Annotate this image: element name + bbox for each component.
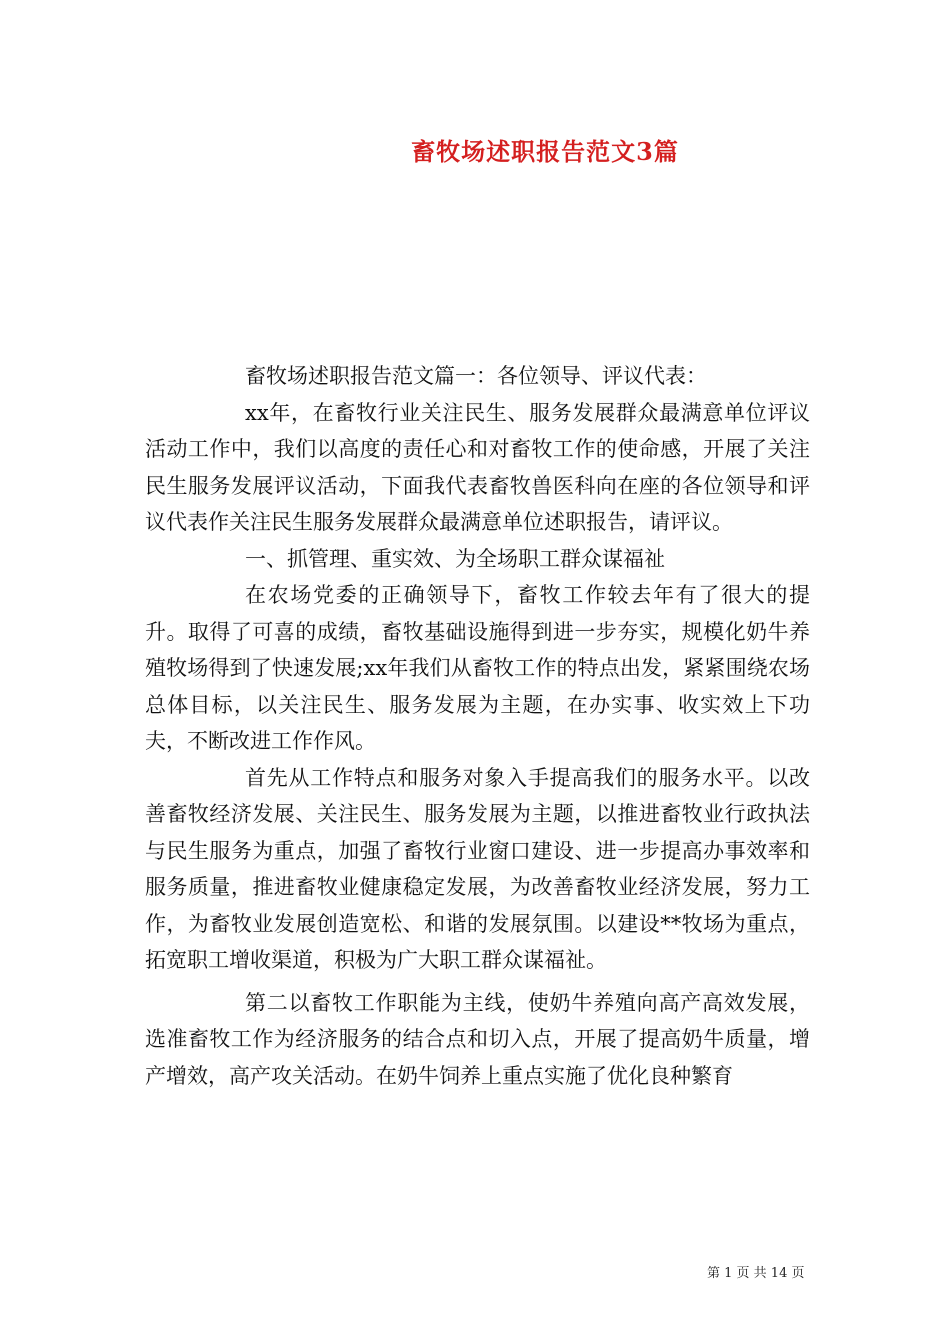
document-body bbox=[145, 358, 810, 1094]
page-number: 第 1 页 共 14 页 bbox=[707, 1266, 805, 1281]
paragraph-service: 首先从工作特点和服务对象入手提高我们的服务水平。以改善畜牧经济发展、关注民生、服务发展为主题，以推进畜牧业行政执法与民生服务为重点，加强了畜牧行业窗口建设、进一步提高办事效率和服务质量，推进畜牧业健康稳定发展，为改善畜牧业经济发展，努力工作，为畜牧业发展创造宽松、和谐的发展氛围。以建设**牧场为重点，拓宽职工增收渠道，积极为广大职工群众谋福祉。 bbox=[145, 765, 810, 972]
paragraph-dairy: 第二以畜牧工作职能为主线，使奶牛养殖向高产高效发展，选准畜牧工作为经济服务的结合点和切入点，开展了提高奶牛质量，增产增效，高产攻关活动。在奶牛饲养上重点实施了优化良种繁育 bbox=[145, 990, 810, 1088]
section-heading: 一、抓管理、重实效、为全场职工群众谋福祉 bbox=[245, 546, 665, 571]
paragraph-intro: xx年，在畜牧行业关注民生、服务发展群众最满意单位评议活动工作中，我们以高度的责任心和对畜牧工作的使命感，开展了关注民生服务发展评议活动，下面我代表畜牧兽医科向在座的各位领导和评议代表作关注民生服务发展群众最满意单位述职报告，请评议。 bbox=[145, 400, 810, 534]
document-title: 畜牧场述职报告范文3篇 bbox=[411, 137, 679, 166]
paragraph-greeting: 畜牧场述职报告范文篇一：各位领导、评议代表： bbox=[245, 364, 707, 388]
paragraph-leadership: 在农场党委的正确领导下，畜牧工作较去年有了很大的提升。取得了可喜的成绩，畜牧基础设施得到进一步夯实，规模化奶牛养殖牧场得到了快速发展;xx年我们从畜牧工作的特点出发，紧紧围绕农场总体目标，以关注民生、服务发展为主题，在办实事、收实效上下功夫，不断改进工作作风。 bbox=[145, 583, 810, 753]
